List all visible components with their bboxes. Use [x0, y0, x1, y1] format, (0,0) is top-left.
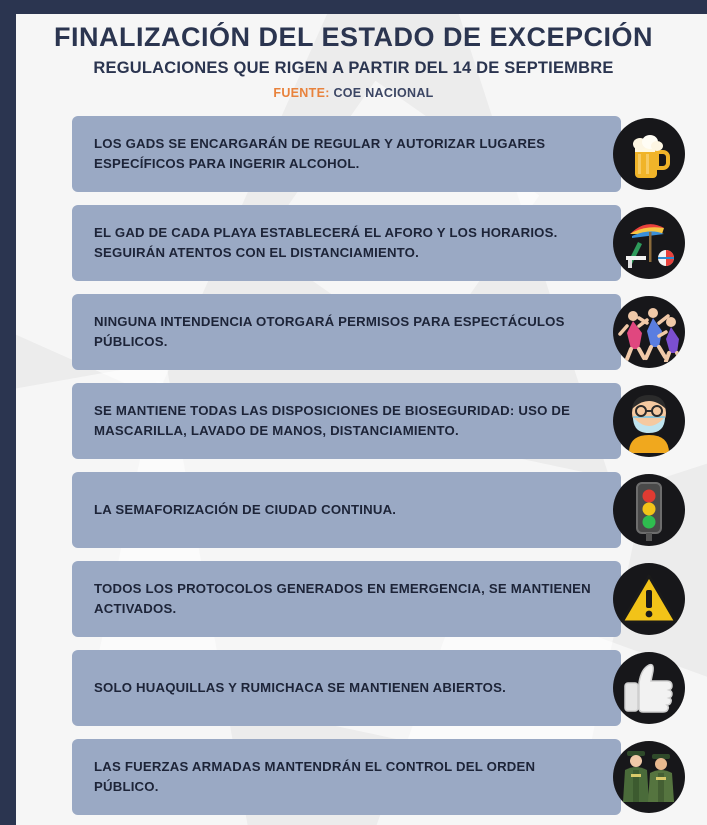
page-title: FINALIZACIÓN DEL ESTADO DE EXCEPCIÓN — [53, 22, 654, 52]
list-item — [16, 383, 691, 459]
beach-umbrella-icon — [613, 207, 685, 279]
regulation-text: TODOS LOS PROTOCOLOS GENERADOS EN EMERGENCIA, SE MANTIENEN ACTIVADOS. — [94, 581, 591, 616]
regulation-bar — [72, 739, 621, 815]
source-label: FUENTE: — [273, 86, 330, 100]
regulation-bar — [72, 294, 621, 370]
warning-triangle-icon — [613, 563, 685, 635]
regulation-bar — [72, 116, 621, 192]
infographic-header — [16, 14, 691, 104]
page-subtitle: REGULACIONES QUE RIGEN A PARTIR DEL 14 DE SEPTIEMBRE — [93, 59, 614, 77]
list-item — [16, 472, 691, 548]
regulation-bar — [72, 383, 621, 459]
regulation-bar — [72, 205, 621, 281]
list-item — [16, 561, 691, 637]
list-item — [16, 650, 691, 726]
person-with-mask-icon — [613, 385, 685, 457]
regulation-text: SOLO HUAQUILLAS Y RUMICHACA SE MANTIENEN ABIERTOS. — [94, 680, 506, 696]
people-dancing-icon — [613, 296, 685, 368]
traffic-light-icon — [613, 474, 685, 546]
regulation-text: EL GAD DE CADA PLAYA ESTABLECERÁ EL AFORO Y LOS HORARIOS. SEGUIRÁN ATENTOS CON EL DISTANCIAMIENTO. — [94, 225, 558, 260]
list-item — [16, 116, 691, 192]
regulation-bar — [72, 561, 621, 637]
soldiers-icon — [613, 741, 685, 813]
thumbs-up-icon — [613, 652, 685, 724]
regulations-list — [16, 116, 691, 815]
regulation-text: LAS FUERZAS ARMADAS MANTENDRÁN EL CONTROL DEL ORDEN PÚBLICO. — [94, 759, 536, 794]
regulation-text: LOS GADS SE ENCARGARÁN DE REGULAR Y AUTORIZAR LUGARES ESPECÍFICOS PARA INGERIR ALCOHOL. — [94, 136, 546, 171]
regulation-text: LA SEMAFORIZACIÓN DE CIUDAD CONTINUA. — [94, 502, 397, 518]
list-item — [16, 205, 691, 281]
list-item — [16, 739, 691, 815]
regulation-text: SE MANTIENE TODAS LAS DISPOSICIONES DE BIOSEGURIDAD: USO DE MASCARILLA, LAVADO DE MANOS, DISTANCIAMIENTO. — [94, 403, 571, 438]
beer-mug-icon — [613, 118, 685, 190]
source-value: COE NACIONAL — [333, 86, 434, 100]
regulation-text: NINGUNA INTENDENCIA OTORGARÁ PERMISOS PARA ESPECTÁCULOS PÚBLICOS. — [94, 314, 565, 349]
source-line — [26, 86, 681, 100]
regulation-bar — [72, 650, 621, 726]
list-item — [16, 294, 691, 370]
regulation-bar — [72, 472, 621, 548]
